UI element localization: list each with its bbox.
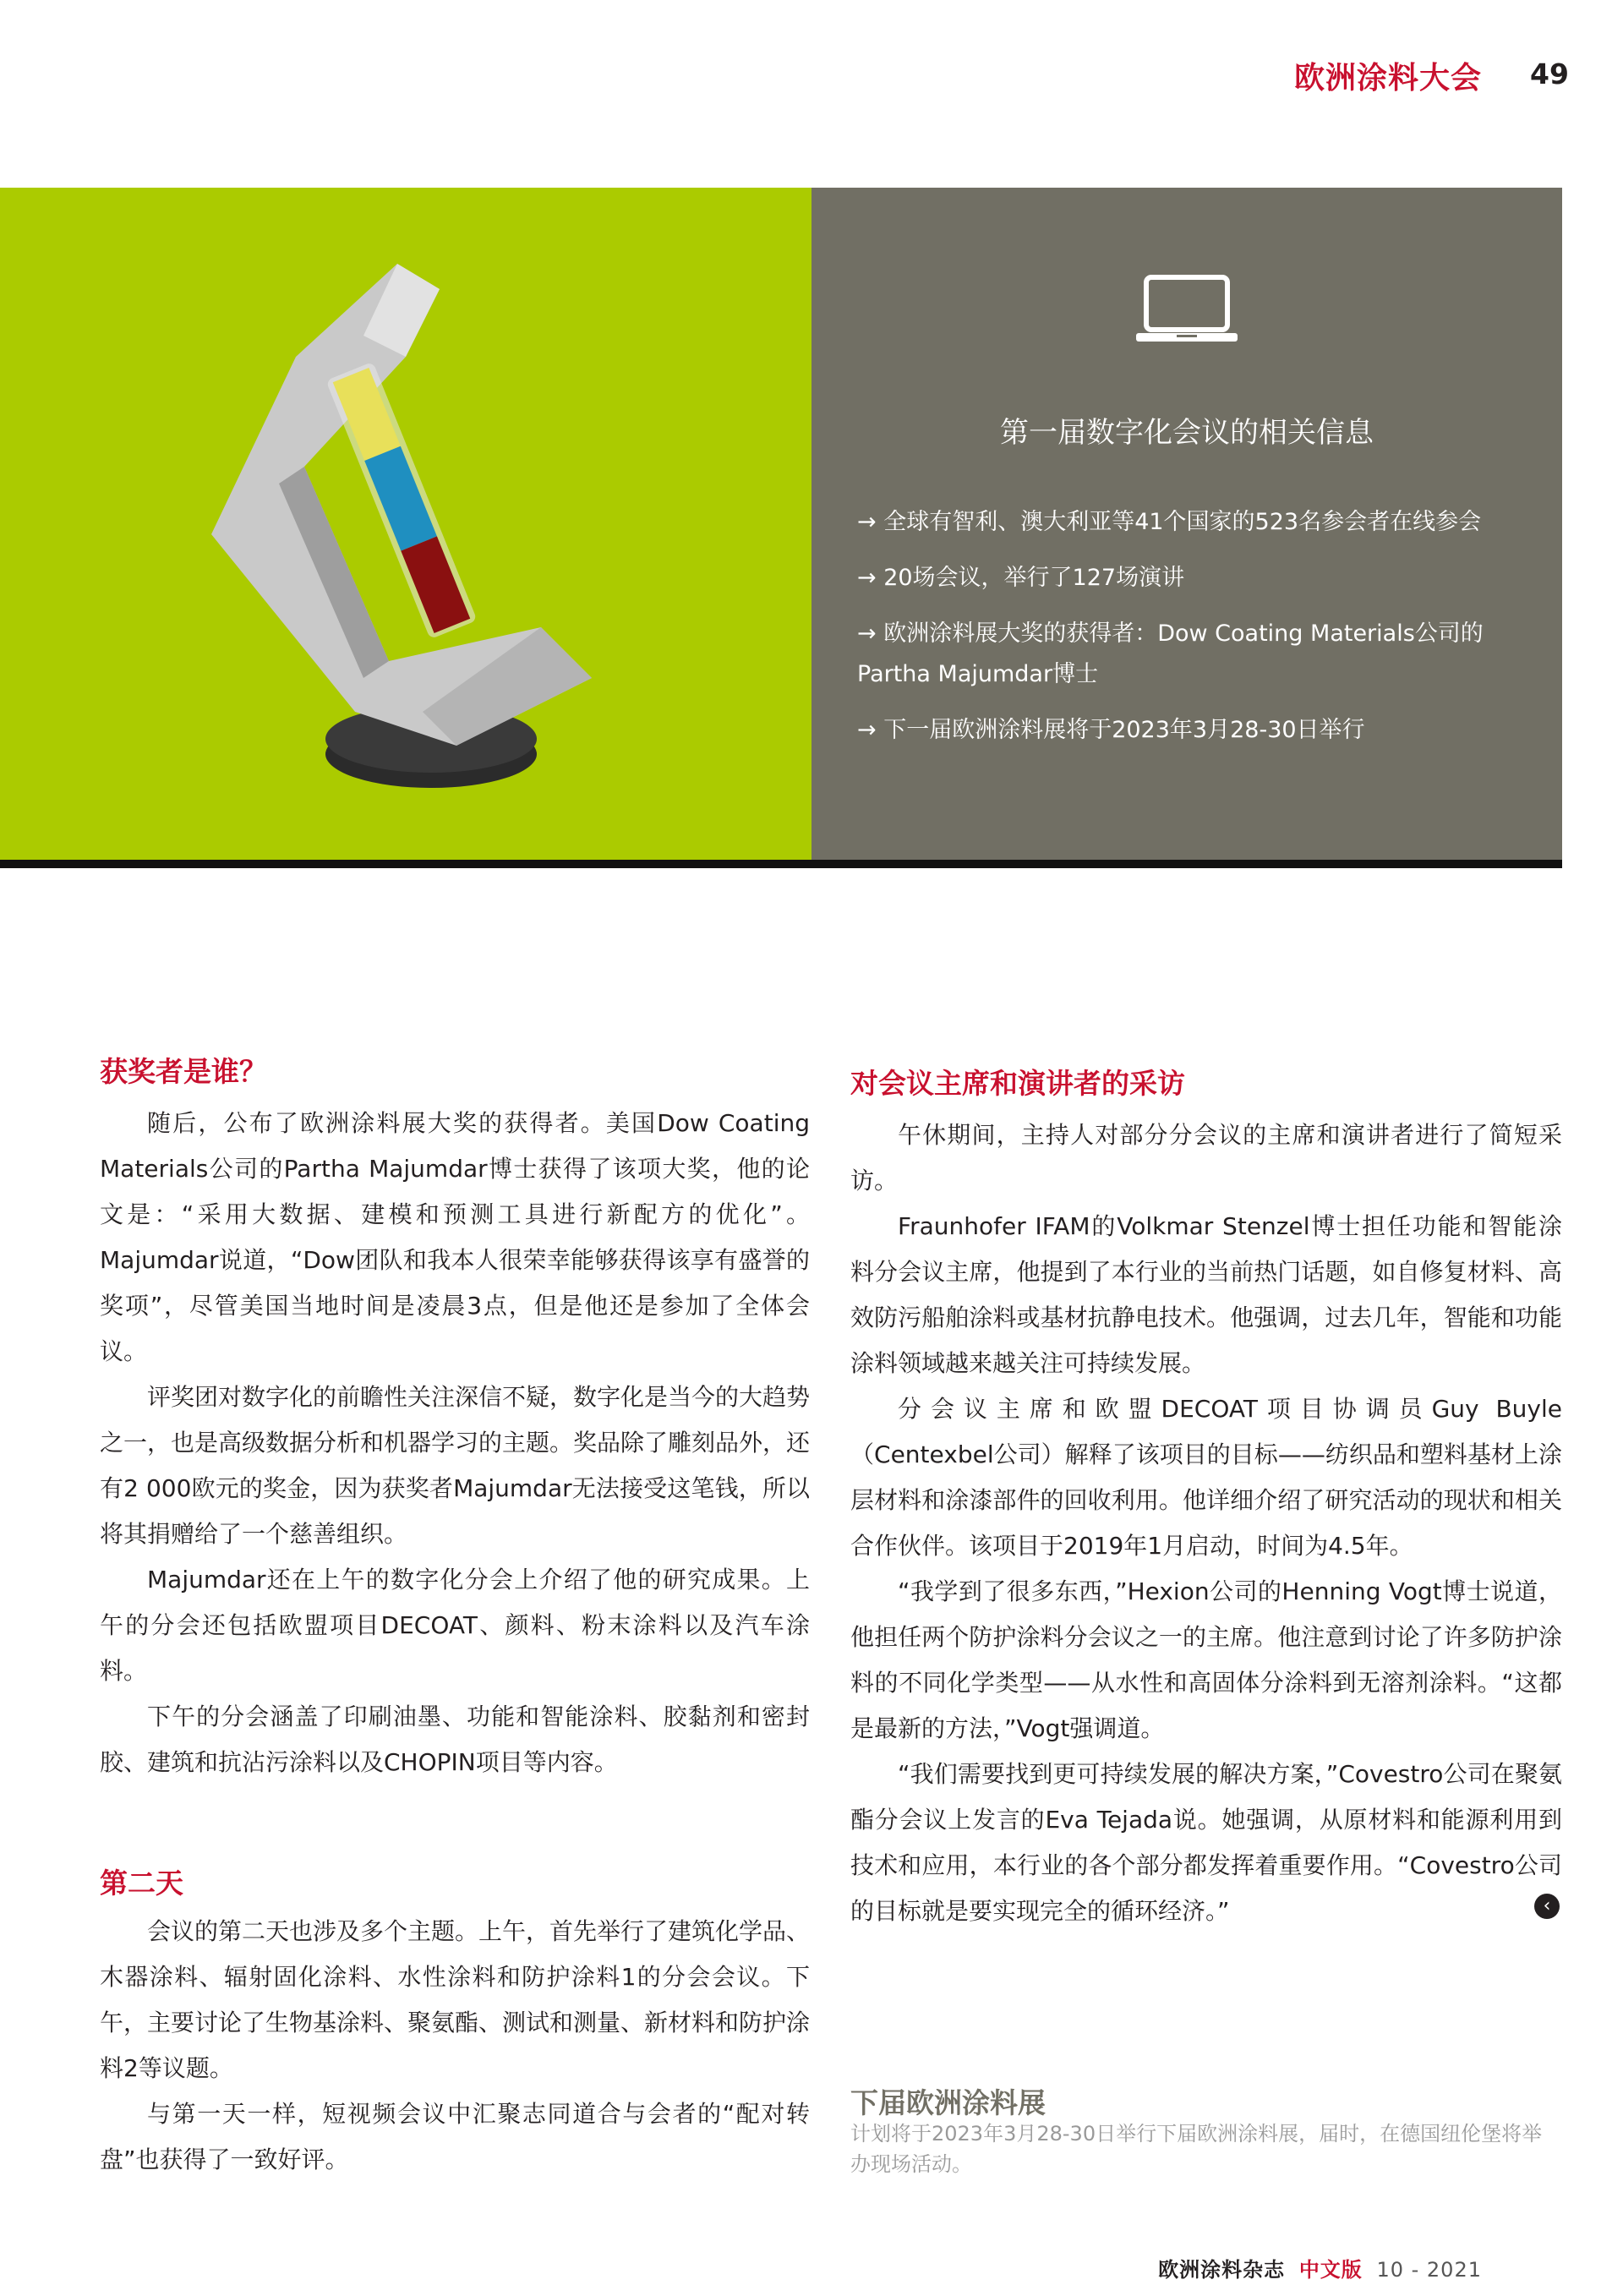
next-event-title: 下届欧洲涂料展 — [850, 2086, 1046, 2119]
conference-info-panel — [812, 188, 1562, 860]
edition-label: 中文版 — [1298, 2258, 1363, 2282]
info-item: → 20场会议，举行了127场演讲 — [857, 565, 1185, 591]
paragraph: “我学到了很多东西，”Hexion公司的Henning Vogt博士说道，他担任两个防护涂料分会议之一的主席。他注意到讨论了许多防护涂料的不同化学类型——从水性和高固体分涂料到无溶剂涂料。“这都是最新的方法，”Vogt强调道。 — [850, 1577, 1562, 1742]
next-event-body: 计划将于2023年3月28-30日举行下届欧洲涂料展，届时，在德国纽伦堡将举办现场活动。 — [850, 2122, 1543, 2176]
left-column-part1 — [100, 1101, 810, 1785]
magazine-name: 欧洲涂料杂志 — [1158, 2258, 1286, 2282]
section-heading-day-two: 第二天 — [100, 1867, 183, 1900]
paragraph: Fraunhofer IFAM的Volkmar Stenzel博士担任功能和智能涂料分会议主席，他提到了本行业的当前热门话题，如自修复材料、高效防污船舶涂料或基材抗静电技术。他强调，过去几年，智能和功能涂料领域越来越关注可持续发展。 — [850, 1212, 1562, 1377]
section-title: 欧洲涂料大会 — [1293, 61, 1482, 96]
chevron-left-icon: ‹ — [1534, 1894, 1560, 1919]
hero-banner — [0, 188, 1562, 868]
info-item: → 下一届欧洲涂料展将于2023年3月28-30日举行 — [857, 717, 1365, 743]
info-panel-title: 第一届数字化会议的相关信息 — [1000, 416, 1374, 450]
info-item: → 欧洲涂料展大奖的获得者：Dow Coating Materials公司的Partha Majumdar博士 — [857, 620, 1484, 687]
left-column-part2 — [100, 1909, 810, 2183]
laptop-icon — [1134, 274, 1239, 345]
paragraph: 随后，公布了欧洲涂料展大奖的获得者。美国Dow Coating Materials公司的Partha Majumdar博士获得了该项大奖，他的论文是：“采用大数据、建模和预测工具进行新配方的优化”。Majumdar说道，“Dow团队和我本人很荣幸能够获得该享有盛誉的奖项”，尽管美国当地时间是凌晨3点，但是他还是参加了全体会议。 — [100, 1109, 810, 1365]
section-heading-winner: 获奖者是谁？ — [100, 1055, 267, 1088]
paragraph: 分会议主席和欧盟DECOAT项目协调员Guy Buyle（Centexbel公司）解释了该项目的目标——纺织品和塑料基材上涂层材料和涂漆部件的回收利用。他详细介绍了研究活动的现状和相关合作伙伴。该项目于2019年1月启动，时间为4.5年。 — [850, 1395, 1562, 1560]
paragraph: “我们需要找到更可持续发展的解决方案，”Covestro公司在聚氨酯分会议上发言的Eva Tejada说。她强调，从原材料和能源利用到技术和应用，本行业的各个部分都发挥着重要作用。“Covestro公司的目标就是要实现完全的循环经济。” — [850, 1760, 1562, 1925]
page-footer — [1158, 2253, 1482, 2282]
right-column — [850, 1112, 1562, 1934]
paragraph: 与第一天一样，短视频会议中汇聚志同道合与会者的“配对转盘”也获得了一致好评。 — [100, 2100, 810, 2173]
info-item: → 全球有智利、澳大利亚等41个国家的523名参会者在线参会 — [857, 509, 1482, 535]
page-number: 49 — [1530, 57, 1569, 90]
paragraph: 会议的第二天也涉及多个主题。上午，首先举行了建筑化学品、木器涂料、辐射固化涂料、水性涂料和防护涂料1的分会会议。下午，主要讨论了生物基涂料、聚氨酯、测试和测量、新材料和防护涂料2等议题。 — [100, 1917, 811, 2082]
trophy-photo — [0, 188, 812, 860]
paragraph: 下午的分会涵盖了印刷油墨、功能和智能涂料、胶黏剂和密封胶、建筑和抗沾污涂料以及CHOPIN项目等内容。 — [100, 1703, 810, 1776]
paragraph: 午休期间，主持人对部分分会议的主席和演讲者进行了简短采访。 — [850, 1121, 1562, 1194]
paragraph: 评奖团对数字化的前瞻性关注深信不疑，数字化是当今的大趋势之一，也是高级数据分析和机器学习的主题。奖品除了雕刻品外，还有2 000欧元的奖金，因为获奖者Majumdar无法接受这笔钱，所以将其捐赠给了一个慈善组织。 — [100, 1383, 811, 1548]
paragraph: Majumdar还在上午的数字化分会上介绍了他的研究成果。上午的分会还包括欧盟项目DECOAT、颜料、粉末涂料以及汽车涂料。 — [100, 1566, 810, 1685]
issue-number: 10 - 2021 — [1376, 2258, 1482, 2282]
info-list — [857, 502, 1500, 766]
section-heading-interviews: 对会议主席和演讲者的采访 — [850, 1067, 1185, 1100]
trophy-illustration — [0, 188, 812, 860]
